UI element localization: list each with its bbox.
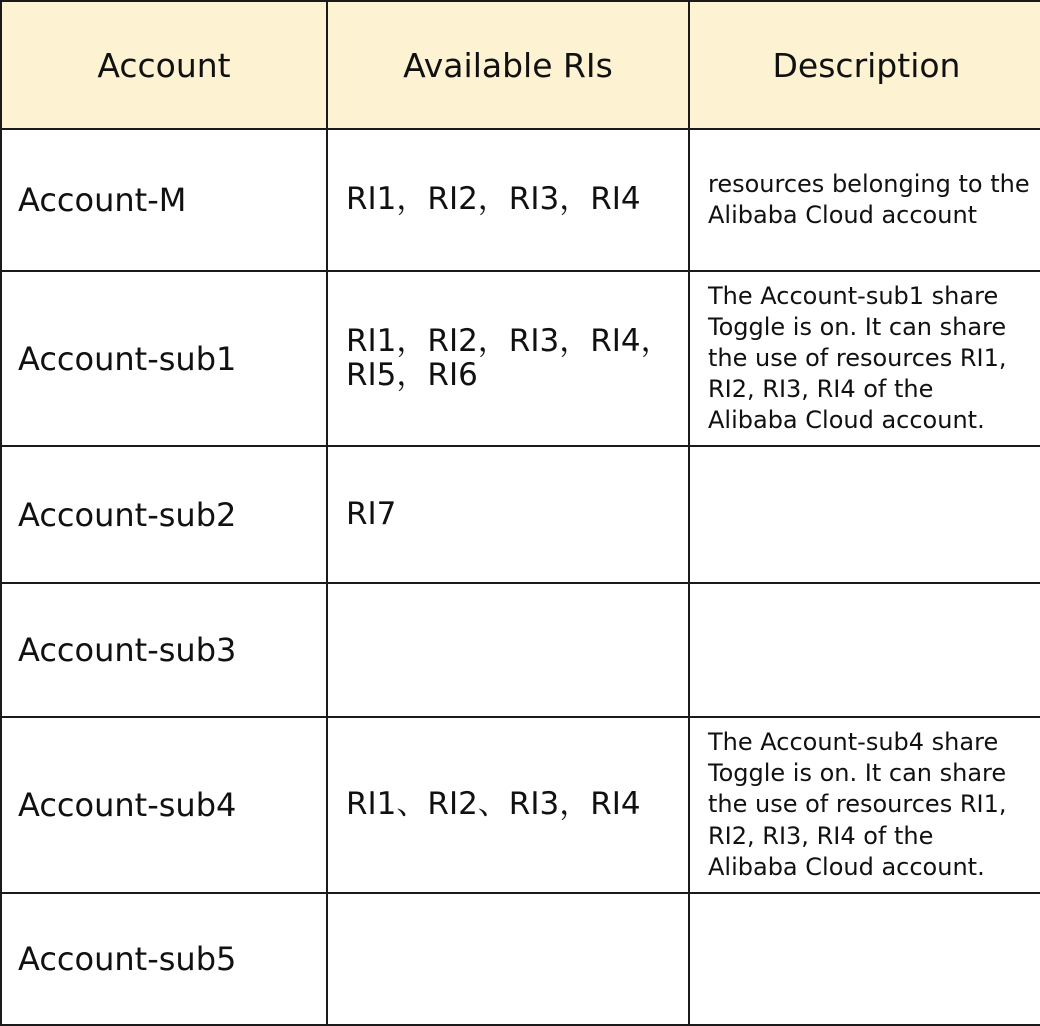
available-ris-cell (327, 583, 689, 717)
account-cell: Account-sub4 (1, 717, 327, 893)
table-row (1, 717, 1040, 893)
account-cell: Account-sub2 (1, 446, 327, 583)
account-cell: Account-M (1, 129, 327, 271)
description-cell: The Account-sub4 share Toggle is on. It can share the use of resources RI1, RI2, RI3, RI4 of the Alibaba Cloud account. (689, 717, 1040, 893)
available-ris-cell: RI1，RI2，RI3，RI4， RI5，RI6 (327, 271, 689, 446)
table-row (1, 129, 1040, 271)
available-ris-cell: RI1、RI2、RI3，RI4 (327, 717, 689, 893)
available-ris-cell: RI1，RI2，RI3，RI4 (327, 129, 689, 271)
account-cell: Account-sub5 (1, 893, 327, 1025)
header-available-ris: Available RIs (327, 1, 689, 129)
available-ris-cell (327, 893, 689, 1025)
description-cell (689, 446, 1040, 583)
table-row (1, 271, 1040, 446)
table-header-row (1, 1, 1040, 129)
description-cell (689, 893, 1040, 1025)
description-cell: The Account-sub1 share Toggle is on. It can share the use of resources RI1, RI2, RI3, RI4 of the Alibaba Cloud account. (689, 271, 1040, 446)
table-row (1, 446, 1040, 583)
table-row (1, 583, 1040, 717)
description-cell: resources belonging to the Alibaba Cloud account (689, 129, 1040, 271)
description-cell (689, 583, 1040, 717)
account-cell: Account-sub3 (1, 583, 327, 717)
header-account: Account (1, 1, 327, 129)
account-cell: Account-sub1 (1, 271, 327, 446)
header-description: Description (689, 1, 1040, 129)
table-row (1, 893, 1040, 1025)
available-ris-cell: RI7 (327, 446, 689, 583)
